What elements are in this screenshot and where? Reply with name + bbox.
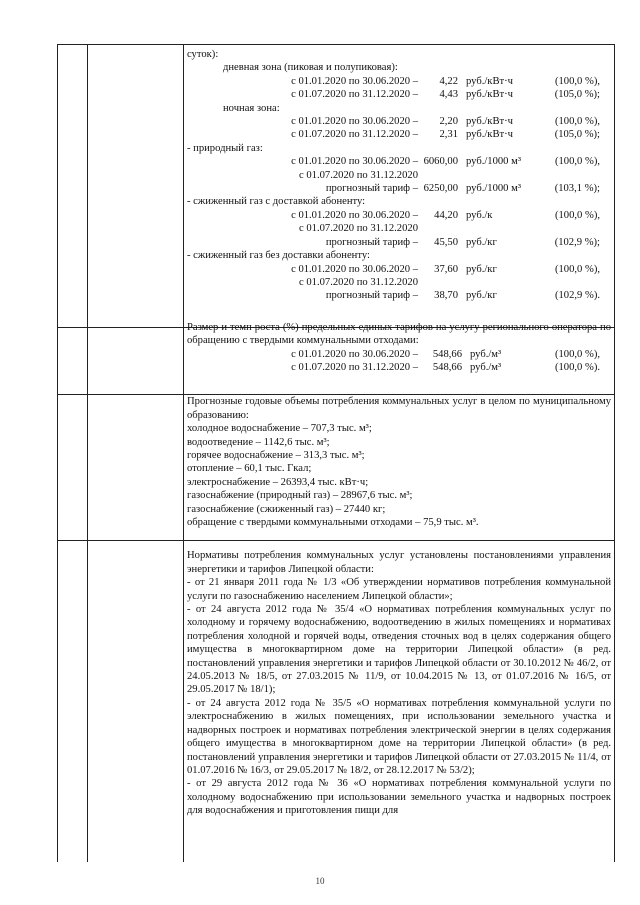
tariff-percent: (102,9 %).	[554, 290, 600, 302]
table-column-divider-1	[87, 44, 88, 862]
tariff-row	[187, 115, 611, 128]
tariff-intro: суток):	[187, 49, 219, 60]
table-border-right	[614, 44, 615, 862]
tariff-period: с 01.01.2020 по 30.06.2020 –	[291, 156, 418, 168]
tariff-value: 548,66	[432, 348, 462, 360]
day-zone-title: дневная зона (пиковая и полупиковая):	[223, 62, 398, 74]
tariff-unit: руб./кг	[466, 236, 497, 248]
tariff-period: прогнозный тариф –	[325, 183, 418, 195]
waste-section	[187, 321, 611, 375]
tariff-value: 6250,00	[423, 183, 458, 195]
tariff-percent: (100,0 %),	[554, 116, 600, 128]
tariff-period: с 01.01.2020 по 30.06.2020 –	[291, 116, 418, 128]
volumes-section	[187, 395, 611, 529]
tariff-row	[187, 263, 611, 276]
tariff-percent: (103,1 %);	[554, 183, 600, 195]
tariff-unit: руб./кг	[466, 263, 497, 275]
tariff-percent: (100,0 %),	[554, 263, 600, 275]
tariff-period: с 01.01.2020 по 30.06.2020 –	[291, 263, 418, 275]
volume-item: газоснабжение (сжиженный газ) – 27440 кг;	[187, 503, 386, 515]
tariff-period: с 01.01.2020 по 30.06.2020 –	[291, 209, 418, 221]
table-content-column	[187, 48, 611, 818]
tariff-value: 4,43	[439, 89, 458, 101]
tariff-row	[187, 361, 611, 374]
tariff-row	[187, 289, 611, 302]
tariff-value: 6060,00	[423, 156, 458, 168]
tariff-percent: (100,0 %),	[554, 209, 600, 221]
tariff-value: 2,31	[439, 129, 458, 141]
norm-item: - от 21 января 2011 года № 1/3 «Об утверждении нормативов потребления коммунальной услуги по газоснабжению населением Липецкой области»;	[187, 577, 611, 602]
tariff-row	[187, 276, 611, 289]
volume-item: электроснабжение – 26393,4 тыс. кВт·ч;	[187, 476, 369, 488]
tariff-row	[187, 155, 611, 168]
tariff-period: с 01.07.2020 по 31.12.2020 –	[291, 361, 418, 373]
tariff-percent: (100,0 %),	[554, 348, 600, 360]
tariff-unit: руб./м³	[470, 361, 502, 373]
tariff-value: 2,20	[439, 116, 458, 128]
tariff-value: 44,20	[434, 209, 458, 221]
tariff-row	[187, 236, 611, 249]
tariff-period-continued: с 01.07.2020 по 31.12.2020	[299, 223, 418, 235]
table-border-top	[57, 44, 615, 45]
tariff-percent: (102,9 %);	[554, 236, 600, 248]
tariff-row	[187, 209, 611, 222]
tariff-percent: (105,0 %);	[554, 129, 600, 141]
tariff-percent: (100,0 %),	[554, 156, 600, 168]
table-border-left	[57, 44, 58, 862]
tariff-row	[187, 128, 611, 141]
volume-item: отопление – 60,1 тыс. Гкал;	[187, 463, 312, 475]
tariff-row	[187, 169, 611, 182]
tariff-unit: руб./1000 м³	[466, 156, 522, 168]
tariff-period-continued: с 01.07.2020 по 31.12.2020	[299, 276, 418, 288]
tariff-unit: руб./кВт·ч	[466, 129, 513, 141]
waste-tariff-text: Размер и темп роста (%) предельных единых тарифов на услугу регионального оператора по обращению с твердыми коммунальными отходами:	[187, 321, 611, 347]
tariff-row	[187, 182, 611, 195]
tariff-unit: руб./к	[466, 209, 493, 221]
page-number: 10	[315, 876, 325, 886]
tariff-value: 548,66	[432, 361, 462, 373]
tariff-unit: руб./м³	[470, 348, 502, 360]
tariff-value: 38,70	[434, 290, 458, 302]
tariff-period: с 01.07.2020 по 31.12.2020 –	[291, 129, 418, 141]
tariff-period: прогнозный тариф –	[325, 236, 418, 248]
norms-intro: Нормативы потребления коммунальных услуг установлены постановлениями управления энергетики и тарифов Липецкой области:	[187, 550, 611, 575]
table-column-divider-2	[183, 44, 184, 862]
tariff-period-continued: с 01.07.2020 по 31.12.2020	[299, 169, 418, 181]
tariff-unit: руб./кг	[466, 290, 497, 302]
tariff-percent: (100,0 %).	[554, 361, 600, 373]
tariff-period: прогнозный тариф –	[325, 290, 418, 302]
night-zone-title: ночная зона:	[223, 102, 280, 114]
norm-item: - от 24 августа 2012 года № 35/4 «О нормативах потребления коммунальных услуг по холодному и горячему водоснабжению, водоотведению в жилых помещениях и нормативах потребления холодной и горячей воды, отведения сточных вод в целях содержания общего имущества в многоквартирном доме на территории Липецкой области» (в ред. постановлений управления энергетики и тарифов Липецкой области от 30.10.2012 № 46/2, от 24.05.2013 № 18/5, от 27.03.2015 № 11/9, от 10.04.2015 № 13, от 01.07.2016 № 16/5, от 29.05.2017 № 18/1);	[187, 604, 611, 696]
volume-item: водоотведение – 1142,6 тыс. м³;	[187, 436, 330, 448]
lpg-delivery-title: - сжиженный газ с доставкой абоненту:	[187, 196, 366, 208]
tariff-unit: руб./кВт·ч	[466, 75, 513, 87]
tariff-value: 37,60	[434, 263, 458, 275]
tariff-value: 45,50	[434, 236, 458, 248]
tariff-value: 4,22	[439, 75, 458, 87]
tariff-row	[187, 88, 611, 101]
tariff-row	[187, 348, 611, 361]
natural-gas-title: - природный газ:	[187, 142, 263, 154]
tariff-row	[187, 75, 611, 88]
volume-item: обращение с твердыми коммунальными отходами – 75,9 тыс. м³.	[187, 517, 479, 528]
tariff-period: с 01.07.2020 по 31.12.2020 –	[291, 89, 418, 101]
tariff-unit: руб./кВт·ч	[466, 116, 513, 128]
tariff-unit: руб./кВт·ч	[466, 89, 513, 101]
norm-item: - от 29 августа 2012 года № 36 «О нормативах потребления коммунальной услуги по холодному водоснабжению при использовании земельного участка и надворных построек для водоснабжения и приготовления пищи для	[187, 778, 611, 817]
tariff-percent: (100,0 %),	[554, 75, 600, 87]
volume-item: газоснабжение (природный газ) – 28967,6 тыс. м³;	[187, 490, 413, 502]
tariff-period: с 01.01.2020 по 30.06.2020 –	[291, 75, 418, 87]
tariff-period: с 01.01.2020 по 30.06.2020 –	[291, 348, 418, 360]
norms-section	[187, 549, 611, 817]
tariff-section	[187, 48, 611, 303]
tariff-unit: руб./1000 м³	[466, 183, 522, 195]
volumes-intro: Прогнозные годовые объемы потребления коммунальных услуг в целом по муниципальному образованию:	[187, 396, 611, 421]
volume-item: холодное водоснабжение – 707,3 тыс. м³;	[187, 423, 372, 435]
lpg-no-delivery-title: - сжиженный газ без доставки абоненту:	[187, 250, 370, 262]
tariff-percent: (105,0 %);	[554, 89, 600, 101]
norm-item: - от 24 августа 2012 года № 35/5 «О нормативах потребления коммунальной услуги по электроснабжению в жилых помещениях, при использовании земельного участка и надворных построек и нормативах потребления электрической энергии в целях содержания общего имущества в многоквартирном доме на территории Липецкой области» (в ред. постановлений управления энергетики и тарифов Липецкой области от 27.03.2015 № 11/4, от 01.07.2016 № 16/3, от 29.05.2017 № 18/2, от 28.12.2017 № 53/2);	[187, 697, 611, 776]
volume-item: горячее водоснабжение – 313,3 тыс. м³;	[187, 449, 365, 461]
tariff-row	[187, 222, 611, 235]
